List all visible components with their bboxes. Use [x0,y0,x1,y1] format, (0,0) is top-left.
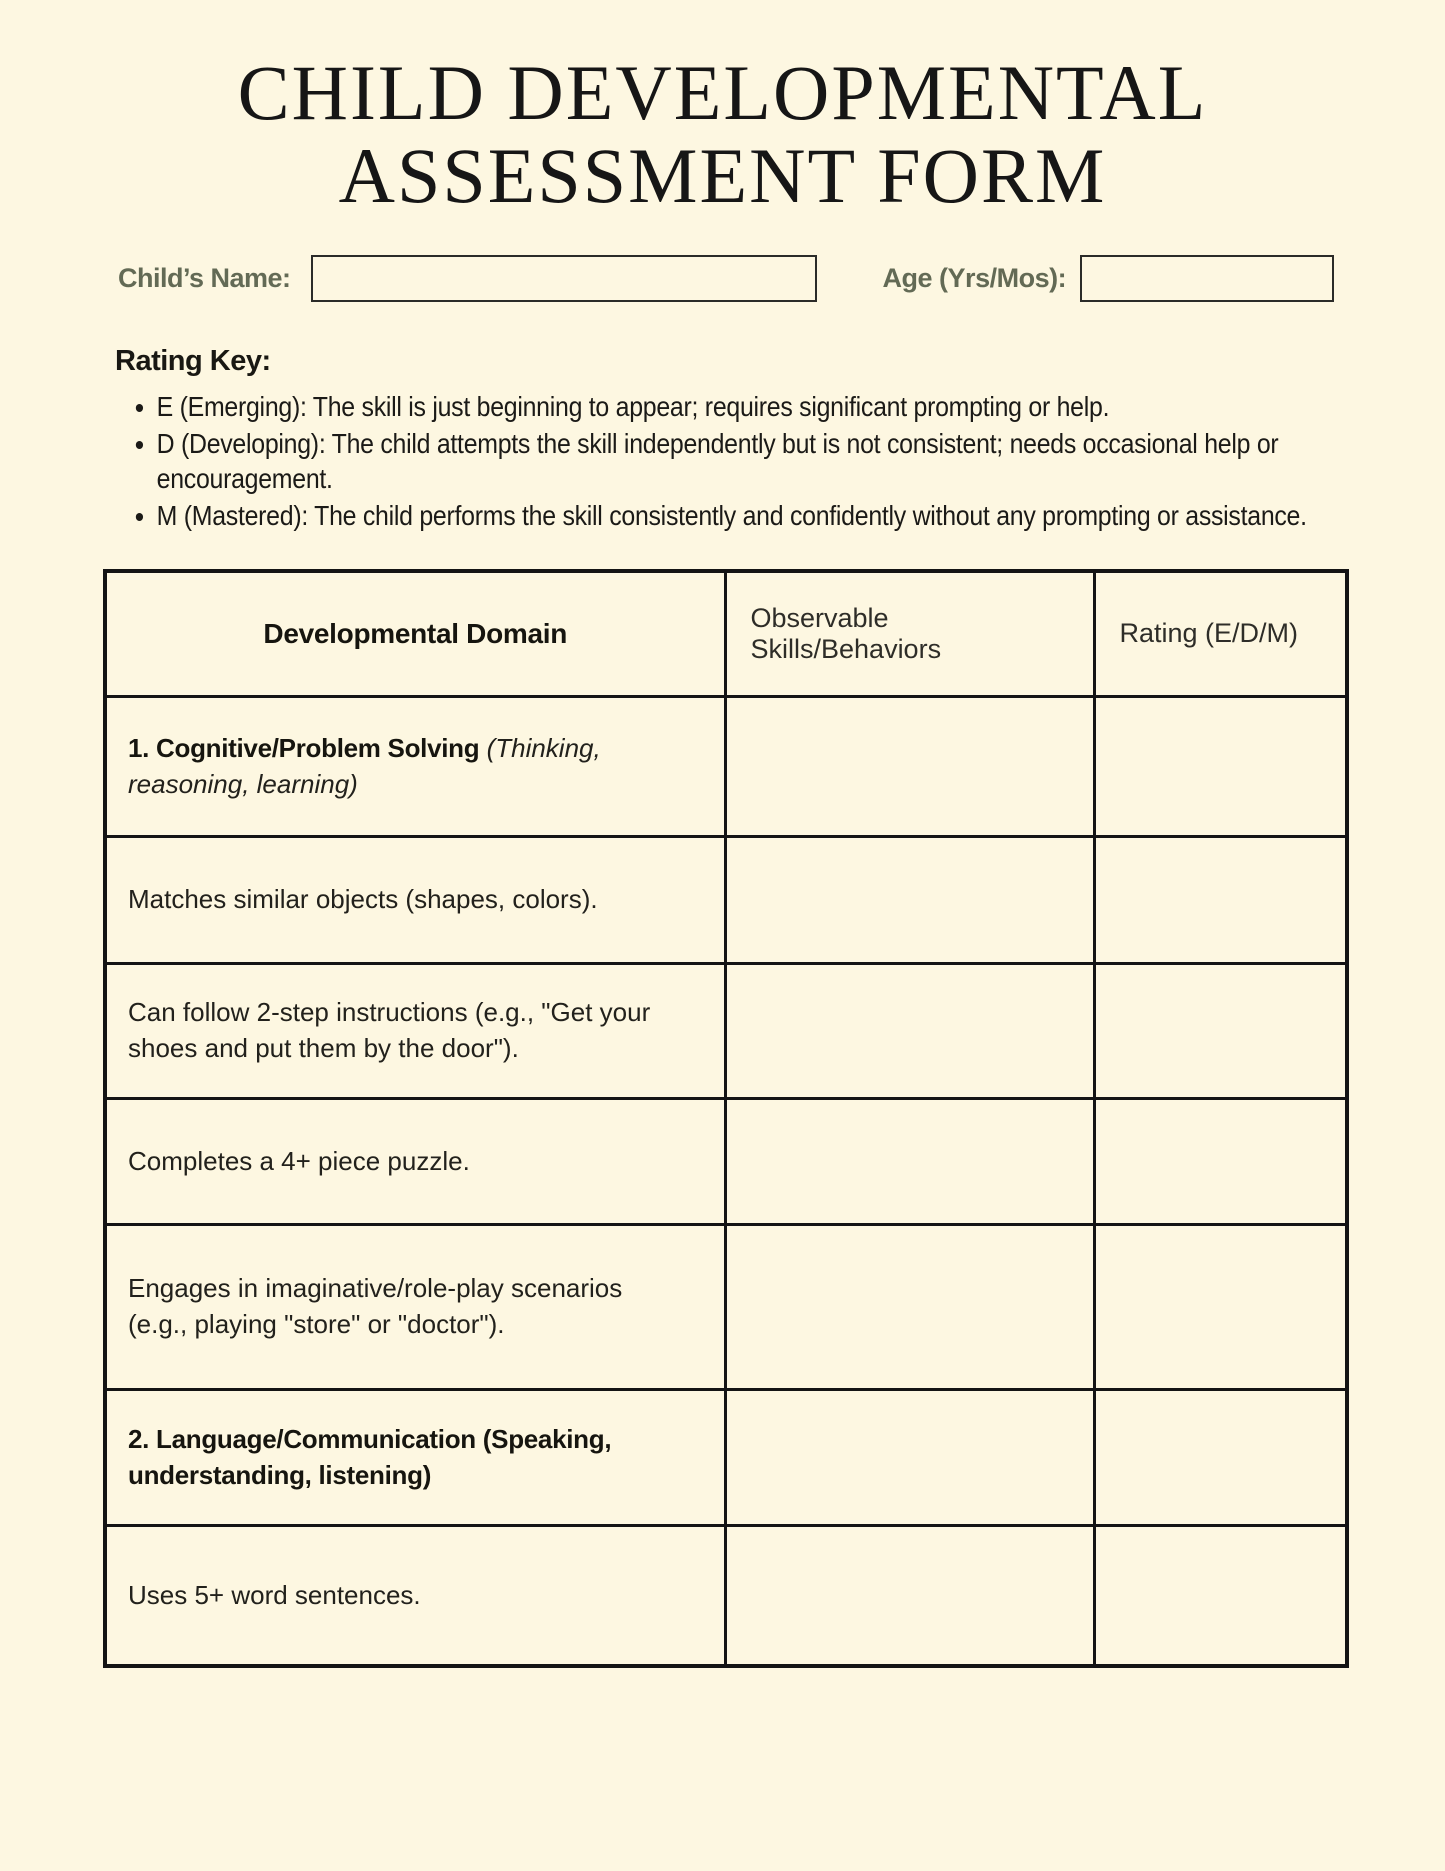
domain-cell [105,1099,725,1225]
form-title-line-2: ASSESSMENT FORM [338,131,1107,219]
skills-cell[interactable] [725,1526,1094,1666]
form-title-line-1: CHILD DEVELOPMENTAL [237,49,1208,136]
form-title [0,49,1445,219]
table-header-row [105,571,1347,697]
skills-cell[interactable] [725,1099,1094,1225]
table-row [105,837,1347,964]
age-input[interactable] [1080,255,1334,302]
domain-text: Matches similar objects (shapes, colors). [128,884,598,915]
table-row [105,697,1347,837]
table-row [105,1390,1347,1526]
domain-cell [105,1390,725,1526]
rating-cell[interactable] [1094,1099,1347,1225]
skills-cell[interactable] [725,1225,1094,1390]
domain-cell [105,697,725,837]
table-row [105,1099,1347,1225]
skills-cell[interactable] [725,964,1094,1099]
domain-cell [105,1526,725,1666]
table-row [105,1225,1347,1390]
rating-key-item-developing: • D (Developing): The child attempts the skill independently but is not consistent; needs occasional help or encouragement. [157,427,1373,495]
domain-cell [105,1225,725,1390]
column-header-skills: Observable Skills/Behaviors [725,571,1094,697]
rating-key-item-mastered: • M (Mastered): The child performs the skill consistently and confidently without any prompting or assistance. [157,499,1373,533]
rating-key-item-emerging: • E (Emerging): The skill is just beginning to appear; requires significant prompting or help. [157,390,1373,424]
domain-text: Can follow 2-step instructions (e.g., "Get your shoes and put them by the door"). [128,997,651,1064]
rating-cell[interactable] [1094,837,1347,964]
table-row [105,964,1347,1099]
rating-cell[interactable] [1094,1390,1347,1526]
rating-key-heading: Rating Key: [115,345,271,378]
rating-key-list [115,390,1373,532]
skills-cell[interactable] [725,1390,1094,1526]
domain-text-italic: (Thinking, reasoning, learning) [128,732,601,799]
age-label: Age (Yrs/Mos): [882,262,1067,293]
domain-text: Completes a 4+ piece puzzle. [128,1145,470,1176]
table-row [105,1526,1347,1666]
skills-cell[interactable] [725,697,1094,837]
child-name-label: Child’s Name: [118,262,291,293]
name-age-fields-row [0,253,1445,303]
domain-text: Engages in imaginative/role-play scenarios (e.g., playing "store" or "doctor"). [128,1273,623,1340]
domain-text-bold: 2. Language/Communication (Speaking, understanding, listening) [128,1423,612,1490]
rating-cell[interactable] [1094,1526,1347,1666]
domain-text: Uses 5+ word sentences. [128,1579,421,1610]
rating-cell[interactable] [1094,697,1347,837]
assessment-table [103,569,1349,1668]
rating-cell[interactable] [1094,1225,1347,1390]
domain-cell [105,964,725,1099]
rating-cell[interactable] [1094,964,1347,1099]
column-header-domain: Developmental Domain [105,571,725,697]
child-name-input[interactable] [311,255,817,302]
domain-text-bold: 1. Cognitive/Problem Solving [128,732,480,763]
skills-cell[interactable] [725,837,1094,964]
column-header-rating: Rating (E/D/M) [1094,571,1347,697]
domain-cell [105,837,725,964]
